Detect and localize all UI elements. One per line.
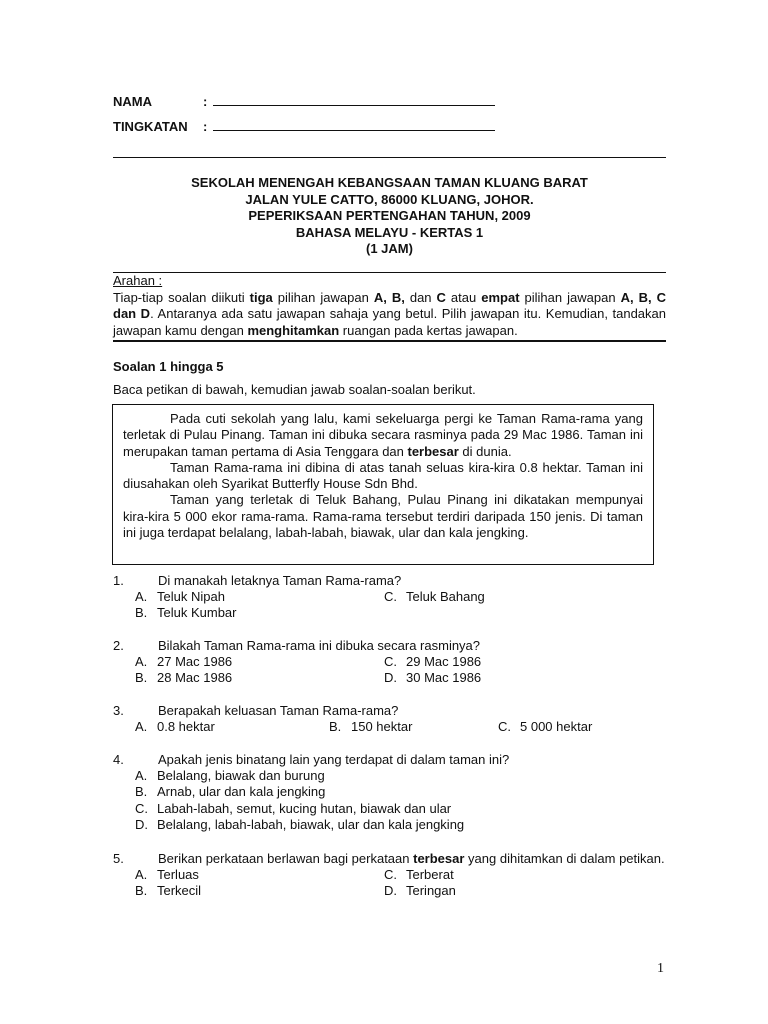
passage-paragraph-1 xyxy=(123,411,643,460)
tingkatan-blank-line xyxy=(213,118,495,131)
stem-bold: terbesar xyxy=(413,851,465,866)
subject-title: BAHASA MELAYU - KERTAS 1 xyxy=(295,224,484,240)
passage-p1-end: di dunia. xyxy=(458,443,512,459)
option-a xyxy=(135,589,225,605)
instr-text-2: pilihan jawapan xyxy=(272,289,374,305)
option-letter: C. xyxy=(135,801,148,817)
instructions-text xyxy=(113,290,666,340)
passage-p1-text: Pada cuti sekolah yang lalu, kami sekeluarga pergi ke Taman Rama-rama yang terletak di Pulau Pinang. Taman ini dibuka secara rasminya pada 29 Mac 1986. Taman ini merupakan taman pertama di Asia Tenggara dan xyxy=(123,411,643,459)
instr-text-3: dan xyxy=(404,289,437,305)
question-1 xyxy=(113,573,666,622)
instr-bold-5: A, B, C dan D xyxy=(113,289,666,321)
instr-bold-3: C xyxy=(436,289,446,305)
header-top-rule xyxy=(113,157,666,158)
option-b xyxy=(329,719,412,735)
option-b xyxy=(135,670,232,686)
section-title: Soalan 1 hingga 5 xyxy=(113,359,224,374)
option-text: 27 Mac 1986 xyxy=(157,654,233,670)
tingkatan-colon: : xyxy=(203,119,208,134)
tingkatan-field xyxy=(113,118,495,134)
options xyxy=(113,768,666,834)
option-letter: A. xyxy=(135,589,148,605)
option-text: Belalang, labah-labah, biawak, ular dan kala jengking xyxy=(157,817,465,833)
options xyxy=(113,589,666,622)
passage-paragraph-3: Taman yang terletak di Teluk Bahang, Pulau Pinang ini dikatakan mempunyai kira-kira 5 000 ekor rama-rama. Rama-rama tersebut terdiri daripada 150 jenis. Di taman ini juga terdapat belalang, labah-labah, biawak, ular dan kala jengking. xyxy=(123,492,643,541)
option-c xyxy=(384,867,454,883)
instr-text-7: ruangan pada kertas jawapan. xyxy=(339,322,518,338)
question-stem: Berapakah keluasan Taman Rama-rama? xyxy=(158,703,399,718)
option-letter: A. xyxy=(135,768,148,784)
option-letter: D. xyxy=(135,817,148,833)
option-b xyxy=(135,784,325,800)
exam-title: PEPERIKSAAN PERTENGAHAN TAHUN, 2009 xyxy=(248,208,531,223)
options xyxy=(113,654,666,687)
option-letter: A. xyxy=(135,867,148,883)
question-stem: Bilakah Taman Rama-rama ini dibuka secara rasminya? xyxy=(158,638,481,653)
instr-bold-6: menghitamkan xyxy=(247,322,340,338)
option-d xyxy=(384,883,456,899)
tingkatan-label: TINGKATAN xyxy=(113,119,188,134)
option-letter: C. xyxy=(384,589,397,605)
option-a xyxy=(135,768,325,784)
option-text: 30 Mac 1986 xyxy=(406,670,482,686)
instructions-bottom-rule xyxy=(113,340,666,342)
nama-field xyxy=(113,93,495,109)
option-text: Belalang, biawak dan burung xyxy=(157,768,325,784)
question-number: 4. xyxy=(113,752,124,767)
school-header xyxy=(113,175,666,258)
stem-text: Berikan perkataan berlawan bagi perkataan xyxy=(158,851,414,866)
instr-text-1: Tiap-tiap soalan diikuti xyxy=(113,289,250,305)
exam-duration: (1 JAM) xyxy=(366,241,413,256)
instr-bold-1: tiga xyxy=(249,289,273,305)
option-text: 0.8 hektar xyxy=(157,719,215,735)
question-number: 2. xyxy=(113,638,124,653)
nama-label: NAMA xyxy=(113,94,152,109)
instr-bold-4: empat xyxy=(481,289,520,305)
option-letter: A. xyxy=(135,654,148,670)
question-stem xyxy=(113,851,666,867)
question-5 xyxy=(113,851,666,900)
option-letter: B. xyxy=(135,784,148,800)
option-b xyxy=(135,883,201,899)
option-text: Terberat xyxy=(406,867,454,883)
option-letter: B. xyxy=(329,719,342,735)
option-c xyxy=(384,589,485,605)
passage-p1-bold: terbesar xyxy=(407,443,459,459)
option-text: Teluk Nipah xyxy=(157,589,225,605)
option-c xyxy=(135,801,451,817)
option-text: Labah-labah, semut, kucing hutan, biawak dan ular xyxy=(157,801,452,817)
option-letter: D. xyxy=(384,670,397,686)
option-b xyxy=(135,605,236,621)
option-d xyxy=(384,670,481,686)
option-text: Terkecil xyxy=(157,883,202,899)
option-d xyxy=(135,817,464,833)
option-text: 150 hektar xyxy=(351,719,413,735)
question-4 xyxy=(113,752,666,834)
option-letter: A. xyxy=(135,719,148,735)
option-a xyxy=(135,719,215,735)
school-address: JALAN YULE CATTO, 86000 KLUANG, JOHOR. xyxy=(245,191,534,207)
option-letter: C. xyxy=(384,654,397,670)
option-letter: B. xyxy=(135,605,148,621)
option-a xyxy=(135,867,199,883)
option-text: Arnab, ular dan kala jengking xyxy=(157,784,326,800)
instr-text-5: pilihan jawapan xyxy=(519,289,621,305)
option-text: Teluk Kumbar xyxy=(157,605,237,621)
passage-paragraph-2: Taman Rama-rama ini dibina di atas tanah seluas kira-kira 0.8 hektar. Taman ini diusahakan oleh Syarikat Butterfly House Sdn Bhd. xyxy=(123,459,643,492)
option-text: Terluas xyxy=(157,867,199,883)
nama-colon: : xyxy=(203,94,208,109)
option-letter: C. xyxy=(498,719,511,735)
school-name: SEKOLAH MENENGAH KEBANGSAAN TAMAN KLUANG BARAT xyxy=(191,175,588,190)
option-text: Teringan xyxy=(406,883,456,899)
option-letter: C. xyxy=(384,867,397,883)
instr-bold-2: A, B, xyxy=(373,289,405,305)
option-c xyxy=(498,719,592,735)
section-intro: Baca petikan di bawah, kemudian jawab soalan-soalan berikut. xyxy=(113,382,476,397)
question-stem: Di manakah letaknya Taman Rama-rama? xyxy=(158,573,402,588)
option-a xyxy=(135,654,232,670)
option-text: 29 Mac 1986 xyxy=(406,654,482,670)
question-number: 3. xyxy=(113,703,124,718)
nama-blank-line xyxy=(213,93,495,106)
question-number: 5. xyxy=(113,851,124,866)
reading-passage xyxy=(112,404,654,565)
option-c xyxy=(384,654,481,670)
question-3 xyxy=(113,703,666,736)
options xyxy=(113,867,666,900)
question-stem: Apakah jenis binatang lain yang terdapat di dalam taman ini? xyxy=(158,752,510,767)
stem-text-end: yang dihitamkan di dalam petikan. xyxy=(464,851,665,866)
instructions xyxy=(113,273,666,339)
question-2 xyxy=(113,638,666,687)
page-number: 1 xyxy=(657,961,664,976)
option-text: 5 000 hektar xyxy=(520,719,593,735)
option-text: Teluk Bahang xyxy=(406,589,485,605)
options xyxy=(113,719,666,736)
option-letter: B. xyxy=(135,670,148,686)
instructions-title: Arahan : xyxy=(113,273,163,288)
question-number: 1. xyxy=(113,573,124,588)
option-text: 28 Mac 1986 xyxy=(157,670,233,686)
option-letter: B. xyxy=(135,883,148,899)
instr-text-6: . Antaranya ada satu jawapan sahaja yang betul. Pilih jawapan itu. Kemudian, tandakan jawapan kamu dengan xyxy=(113,306,666,338)
instr-text-4: atau xyxy=(445,289,482,305)
option-letter: D. xyxy=(384,883,397,899)
